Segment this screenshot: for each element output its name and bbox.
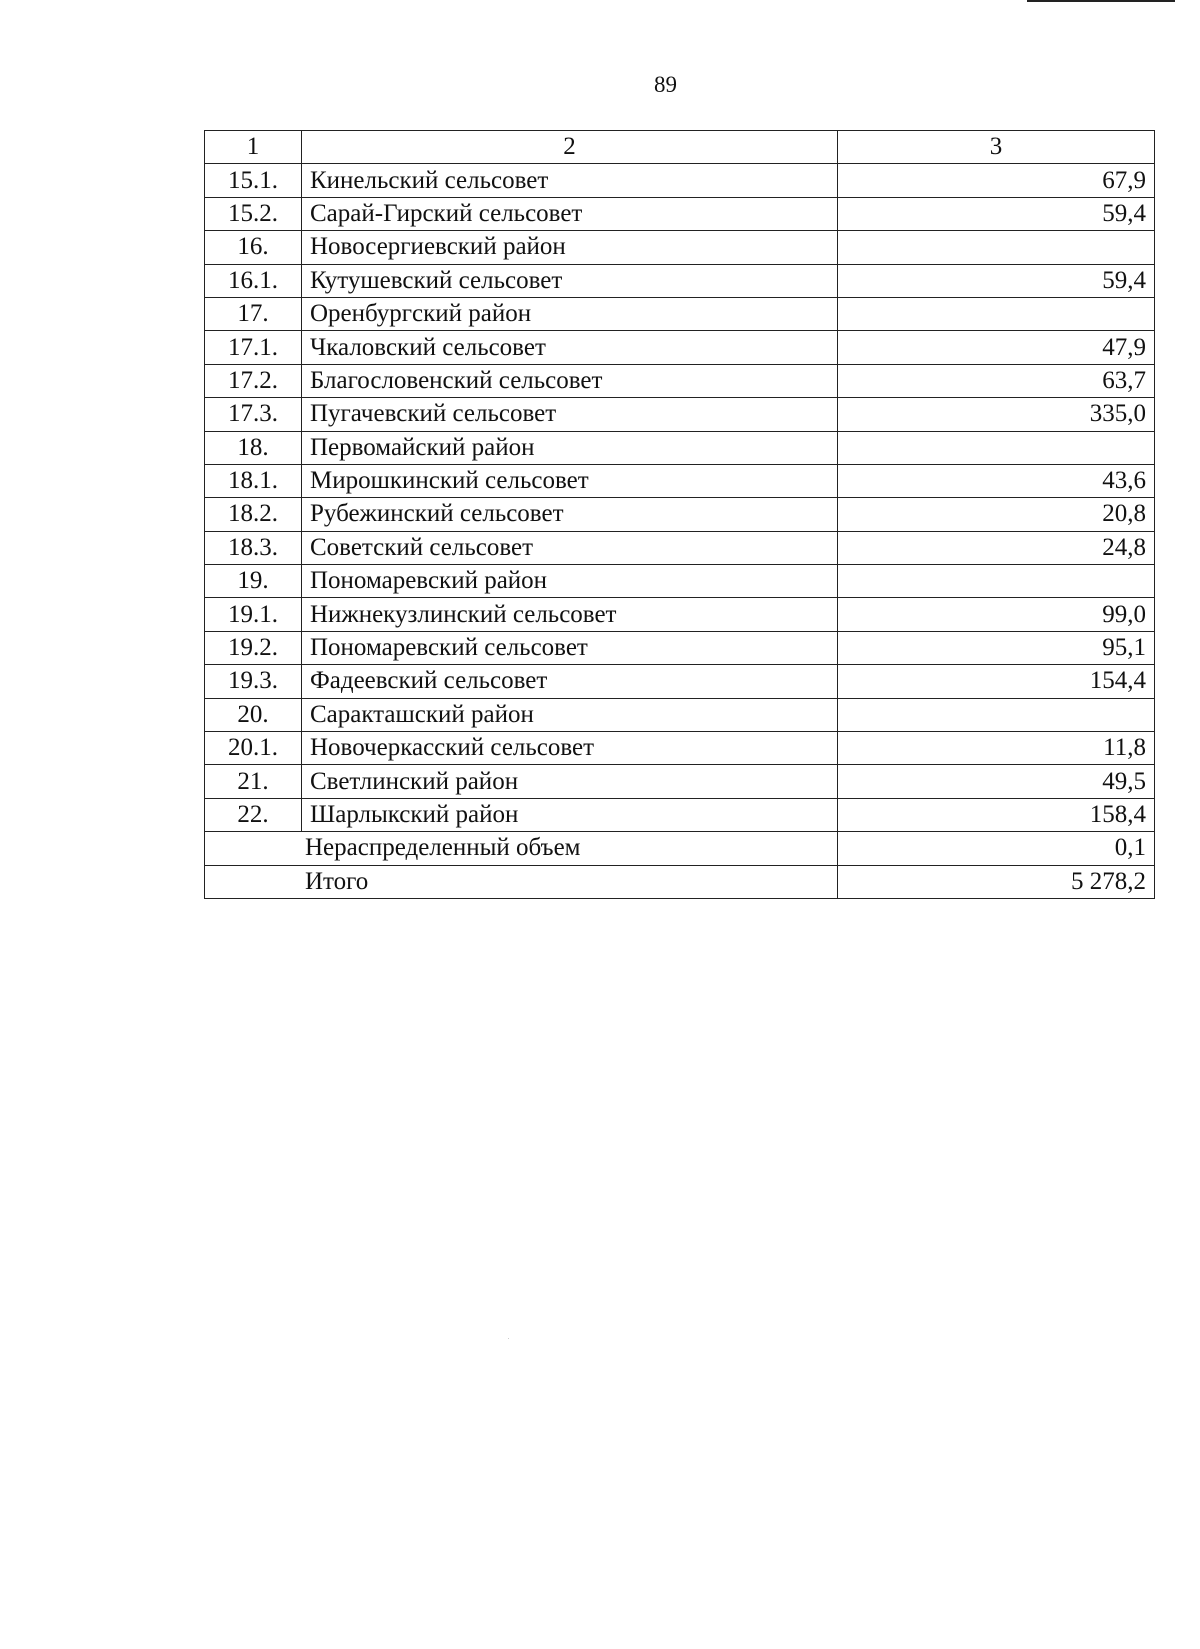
- summary-row: [205, 832, 1155, 865]
- row-number: 19.2.: [205, 631, 302, 664]
- table-row: [205, 732, 1155, 765]
- table-row: [205, 498, 1155, 531]
- table-header-row: [205, 131, 1155, 164]
- summary-value: 0,1: [838, 832, 1155, 865]
- header-col-2: 2: [302, 131, 838, 164]
- row-name: Сарай-Гирский сельсовет: [302, 197, 838, 230]
- row-value: 95,1: [838, 631, 1155, 664]
- row-number: 15.2.: [205, 197, 302, 230]
- row-name: Новосергиевский район: [302, 231, 838, 264]
- row-name: Благословенский сельсовет: [302, 364, 838, 397]
- row-name: Пономаревский сельсовет: [302, 631, 838, 664]
- row-number: 15.1.: [205, 164, 302, 197]
- row-value: 49,5: [838, 765, 1155, 798]
- page-number: 89: [654, 72, 677, 97]
- row-value: 24,8: [838, 531, 1155, 564]
- row-name: Кутушевский сельсовет: [302, 264, 838, 297]
- row-value: 154,4: [838, 665, 1155, 698]
- table-row: [205, 798, 1155, 831]
- row-number: 20.1.: [205, 732, 302, 765]
- row-name: Светлинский район: [302, 765, 838, 798]
- allocation-table: [204, 130, 1155, 899]
- row-name: Нижнекузлинский сельсовет: [302, 598, 838, 631]
- row-number: 17.: [205, 297, 302, 330]
- row-value: [838, 431, 1155, 464]
- summary-name: Нераспределенный объем: [205, 832, 838, 865]
- row-number: 19.3.: [205, 665, 302, 698]
- row-name: Рубежинский сельсовет: [302, 498, 838, 531]
- row-name: Пугачевский сельсовет: [302, 398, 838, 431]
- row-name: Кинельский сельсовет: [302, 164, 838, 197]
- scan-edge-line: [1027, 0, 1175, 2]
- row-value: 59,4: [838, 197, 1155, 230]
- row-value: 11,8: [838, 732, 1155, 765]
- table-row: [205, 331, 1155, 364]
- row-name: Фадеевский сельсовет: [302, 665, 838, 698]
- table-row: [205, 464, 1155, 497]
- header-col-1: 1: [205, 131, 302, 164]
- table-row: [205, 197, 1155, 230]
- table-row: [205, 364, 1155, 397]
- row-value: [838, 698, 1155, 731]
- summary-row: [205, 865, 1155, 898]
- table-row: [205, 431, 1155, 464]
- summary-name: Итого: [205, 865, 838, 898]
- row-name: Пономаревский район: [302, 565, 838, 598]
- table-row: [205, 565, 1155, 598]
- row-value: 20,8: [838, 498, 1155, 531]
- row-value: 43,6: [838, 464, 1155, 497]
- table-row: [205, 297, 1155, 330]
- row-number: 22.: [205, 798, 302, 831]
- row-name: Первомайский район: [302, 431, 838, 464]
- table-row: [205, 598, 1155, 631]
- table-row: [205, 531, 1155, 564]
- row-name: Советский сельсовет: [302, 531, 838, 564]
- row-number: 17.1.: [205, 331, 302, 364]
- row-number: 18.2.: [205, 498, 302, 531]
- row-number: 20.: [205, 698, 302, 731]
- row-number: 16.: [205, 231, 302, 264]
- row-number: 18.3.: [205, 531, 302, 564]
- row-name: Саракташский район: [302, 698, 838, 731]
- table-row: [205, 631, 1155, 664]
- row-name: Новочеркасский сельсовет: [302, 732, 838, 765]
- row-number: 16.1.: [205, 264, 302, 297]
- table-row: [205, 231, 1155, 264]
- row-value: 335,0: [838, 398, 1155, 431]
- row-name: Оренбургский район: [302, 297, 838, 330]
- row-number: 17.3.: [205, 398, 302, 431]
- row-number: 18.1.: [205, 464, 302, 497]
- row-value: 59,4: [838, 264, 1155, 297]
- scan-artifact: [508, 1338, 509, 1339]
- table-row: [205, 765, 1155, 798]
- row-name: Чкаловский сельсовет: [302, 331, 838, 364]
- row-value: 47,9: [838, 331, 1155, 364]
- row-number: 19.1.: [205, 598, 302, 631]
- table-row: [205, 698, 1155, 731]
- table-row: [205, 398, 1155, 431]
- row-value: 99,0: [838, 598, 1155, 631]
- row-value: [838, 565, 1155, 598]
- row-name: Шарлыкский район: [302, 798, 838, 831]
- row-number: 17.2.: [205, 364, 302, 397]
- row-value: [838, 231, 1155, 264]
- row-number: 18.: [205, 431, 302, 464]
- row-number: 19.: [205, 565, 302, 598]
- table-row: [205, 164, 1155, 197]
- header-col-3: 3: [838, 131, 1155, 164]
- row-value: 67,9: [838, 164, 1155, 197]
- row-value: 63,7: [838, 364, 1155, 397]
- row-number: 21.: [205, 765, 302, 798]
- table-row: [205, 264, 1155, 297]
- row-value: 158,4: [838, 798, 1155, 831]
- summary-value: 5 278,2: [838, 865, 1155, 898]
- row-value: [838, 297, 1155, 330]
- row-name: Мирошкинский сельсовет: [302, 464, 838, 497]
- table-row: [205, 665, 1155, 698]
